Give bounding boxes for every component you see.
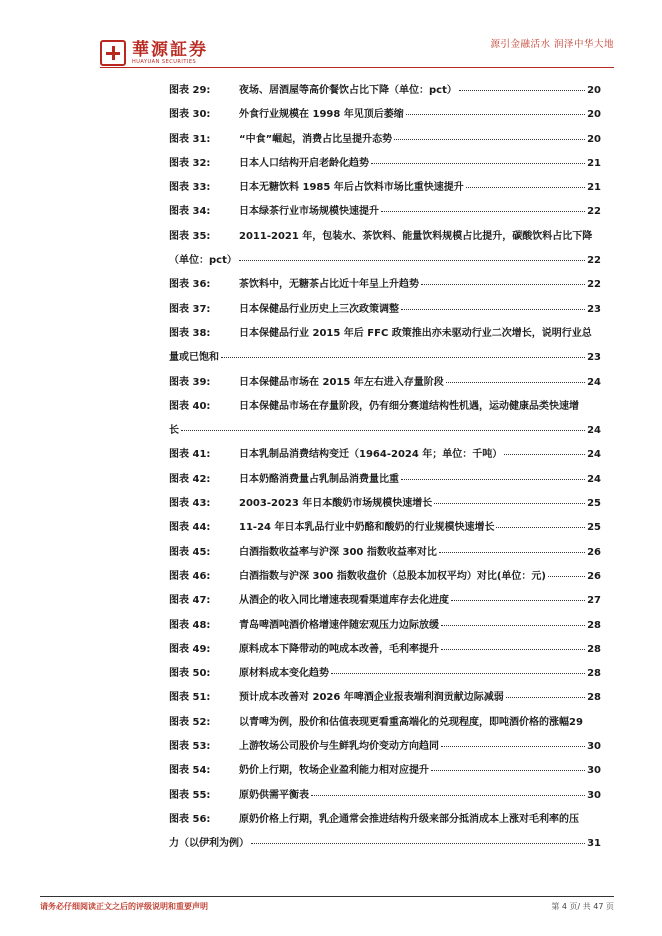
toc-entry-label: 图表 55: [169,789,211,801]
toc-entry-label: 图表 37: [169,303,211,315]
toc-entry-title: 日本人口结构开启老龄化趋势 [239,157,369,169]
toc-entry[interactable] [169,711,601,735]
toc-entry-page: 30 [587,765,601,777]
toc-entry[interactable] [169,443,601,467]
toc-entry-label: 图表 46: [169,570,211,582]
toc-entry-page: 27 [587,595,601,607]
figure-list [169,79,601,857]
toc-entry-title: 日本保健品行业历史上三次政策调整 [239,303,399,315]
toc-entry-title: 白酒指数与沪深 300 指数收盘价（总股本加权平均）对比(单位：元) [239,570,546,582]
toc-entry-title: 原奶供需平衡表 [239,789,309,801]
toc-entry-title: 日本绿茶行业市场规模快速提升 [239,206,379,218]
header-rule [100,67,614,68]
toc-entry-title: 原材料成本变化趋势 [239,668,329,680]
toc-entry-page: 22 [587,206,601,218]
toc-entry-title: 2003-2023 年日本酸奶市场规模快速增长 [239,498,433,510]
toc-entry[interactable] [169,103,601,127]
toc-entry-label: 图表 48: [169,619,211,631]
toc-entry-page: 23 [587,352,601,364]
toc-dot-leader [401,479,585,480]
toc-entry-title: 以青啤为例，股价和估值表现更看重高端化的兑现程度，即吨酒价格的涨幅29 [239,716,583,728]
logo-icon [100,40,126,66]
toc-entry-page: 22 [587,279,601,291]
toc-entry[interactable] [169,759,601,783]
toc-entry-page: 22 [587,255,601,267]
toc-dot-leader [371,163,585,164]
toc-entry[interactable] [169,128,601,152]
toc-entry-page: 24 [587,473,601,485]
toc-entry-label: 图表 44: [169,522,211,534]
toc-entry[interactable] [169,79,601,103]
toc-dot-leader [251,843,585,844]
toc-entry-label: 图表 38: [169,327,211,339]
toc-entry-page: 26 [587,546,601,558]
toc-entry[interactable] [169,225,601,274]
toc-entry-label: 图表 32: [169,157,211,169]
toc-entry-title-continued: 力（以伊利为例） [169,838,249,850]
toc-entry[interactable] [169,516,601,540]
toc-dot-leader [451,600,585,601]
toc-entry-page: 28 [587,668,601,680]
toc-entry-title-continued: 量或已饱和 [169,352,219,364]
toc-entry-title: 日本无糖饮料 1985 年后占饮料市场比重快速提升 [239,182,464,194]
toc-entry-label: 图表 29: [169,85,211,96]
toc-entry-title: 奶价上行期，牧场企业盈利能力相对应提升 [239,765,429,777]
toc-entry-title: 2011-2021 年，包装水、茶饮料、能量饮料规模占比提升，碳酸饮料占比下降 [239,230,593,242]
toc-entry-label: 图表 52: [169,716,211,728]
toc-entry-page: 28 [587,692,601,704]
toc-dot-leader [466,187,585,188]
toc-entry-page: 24 [587,449,601,461]
toc-entry-title: 日本乳制品消费结构变迁（1964-2024 年；单位：千吨） [239,449,503,461]
toc-entry-page: 21 [587,157,601,169]
toc-entry-title: 上游牧场公司股价与生鲜乳均价变动方向趋同 [239,741,439,753]
toc-dot-leader [311,795,585,796]
toc-entry-page: 24 [587,376,601,388]
toc-dot-leader [504,454,585,455]
toc-entry-title: 日本保健品市场在存量阶段，仍有细分赛道结构性机遇，运动健康品类快速增 [239,400,579,412]
toc-dot-leader [221,357,585,358]
toc-entry[interactable] [169,784,601,808]
toc-entry[interactable] [169,735,601,759]
toc-entry-title: 日本保健品行业 2015 年后 FFC 政策推出亦未驱动行业二次增长，说明行业总 [239,327,592,339]
toc-entry[interactable] [169,638,601,662]
footer-disclaimer: 请务必仔细阅读正文之后的评级说明和重要声明 [40,902,208,911]
toc-entry-title: 从酒企的收入同比增速表现看渠道库存去化进度 [239,595,449,607]
toc-entry-page: 20 [587,109,601,121]
header-slogan: 源引金融活水 润泽中华大地 [490,39,614,50]
toc-entry-page: 28 [587,619,601,631]
toc-dot-leader [394,139,585,140]
toc-entry-title: 11-24 年日本乳品行业中奶酪和酸奶的行业规模快速增长 [239,522,495,534]
toc-entry-label: 图表 31: [169,133,211,145]
toc-entry-page: 23 [587,303,601,315]
toc-dot-leader [239,260,585,261]
toc-entry-page: 20 [587,85,601,96]
toc-entry[interactable] [169,200,601,224]
toc-dot-leader [446,382,585,383]
toc-entry-page: 30 [587,789,601,801]
toc-dot-leader [406,114,585,115]
toc-entry-title: 夜场、居酒屋等高价餐饮占比下降（单位：pct） [239,85,457,96]
logo-chinese-name: 華源証券 [132,39,208,60]
toc-dot-leader [441,625,585,626]
toc-dot-leader [441,649,585,650]
toc-entry[interactable] [169,152,601,176]
toc-dot-leader [381,211,585,212]
toc-entry-page: 21 [587,182,601,194]
toc-dot-leader [441,746,585,747]
toc-entry-title: 原料成本下降带动的吨成本改善，毛利率提升 [239,643,439,655]
toc-dot-leader [431,770,585,771]
toc-entry-page: 28 [587,643,601,655]
toc-entry-label: 图表 42: [169,473,211,485]
toc-dot-leader [421,284,585,285]
logo-english-name: HUAYUAN SECURITIES [132,58,197,65]
toc-dot-leader [181,430,585,431]
toc-entry[interactable] [169,808,601,857]
toc-entry-page: 31 [587,838,601,850]
toc-entry-label: 图表 43: [169,498,211,510]
toc-dot-leader [548,576,585,577]
page-header [0,0,662,70]
toc-entry-label: 图表 30: [169,109,211,121]
toc-entry-page: 26 [587,570,601,582]
toc-dot-leader [331,673,585,674]
toc-entry-title: 日本保健品市场在 2015 年左右进入存量阶段 [239,376,444,388]
toc-entry-label: 图表 47: [169,595,211,607]
toc-entry-label: 图表 34: [169,206,211,218]
toc-entry-title: 茶饮料中，无糖茶占比近十年呈上升趋势 [239,279,419,291]
toc-entry-label: 图表 39: [169,376,211,388]
toc-entry-label: 图表 50: [169,668,211,680]
toc-dot-leader [434,503,585,504]
toc-entry-title-continued: 长 [169,425,179,437]
footer-page-info: 第 4 页/ 共 47 页 [551,902,614,911]
toc-entry-title: 日本奶酪消费量占乳制品消费量比重 [239,473,399,485]
toc-entry[interactable] [169,541,601,565]
toc-entry-label: 图表 40: [169,400,211,412]
toc-entry-page: 25 [587,498,601,510]
toc-entry-label: 图表 45: [169,546,211,558]
toc-entry-title: 预计成本改善对 2026 年啤酒企业报表端利润贡献边际减弱 [239,692,504,704]
toc-entry[interactable] [169,468,601,492]
toc-entry-title: 外食行业规模在 1998 年见顶后萎缩 [239,109,404,121]
toc-entry-label: 图表 53: [169,741,211,753]
toc-entry-page: 25 [587,522,601,534]
toc-entry-page: 20 [587,133,601,145]
toc-entry-title: 原奶价格上行期，乳企通常会推进结构升级来部分抵消成本上涨对毛利率的压 [239,813,579,825]
toc-entry-label: 图表 33: [169,182,211,194]
toc-entry[interactable] [169,565,601,589]
company-logo [100,40,208,66]
toc-dot-leader [506,697,585,698]
toc-dot-leader [439,552,585,553]
toc-entry[interactable] [169,492,601,516]
toc-entry[interactable] [169,298,601,322]
toc-dot-leader [401,309,585,310]
toc-entry-title: 白酒指数收益率与沪深 300 指数收益率对比 [239,546,437,558]
footer-rule [40,896,614,897]
toc-entry-title: 青岛啤酒吨酒价格增速伴随宏观压力边际放缓 [239,619,439,631]
toc-entry[interactable] [169,322,601,371]
toc-entry[interactable] [169,371,601,395]
toc-entry-label: 图表 41: [169,449,211,461]
toc-entry-label: 图表 35: [169,230,211,242]
toc-entry[interactable] [169,176,601,200]
toc-entry-label: 图表 56: [169,813,211,825]
toc-entry-label: 图表 54: [169,765,211,777]
toc-entry[interactable] [169,686,601,710]
toc-entry[interactable] [169,614,601,638]
toc-dot-leader [496,527,585,528]
toc-entry-page: 24 [587,425,601,437]
toc-entry-page: 30 [587,741,601,753]
toc-entry-label: 图表 36: [169,279,211,291]
toc-entry[interactable] [169,273,601,297]
toc-entry-label: 图表 51: [169,692,211,704]
toc-entry[interactable] [169,589,601,613]
toc-dot-leader [459,90,585,91]
toc-entry-title-continued: （单位：pct） [169,255,237,267]
toc-entry-label: 图表 49: [169,643,211,655]
toc-entry[interactable] [169,662,601,686]
toc-entry-title: “中食”崛起，消费占比呈提升态势 [239,133,393,145]
toc-entry[interactable] [169,395,601,444]
